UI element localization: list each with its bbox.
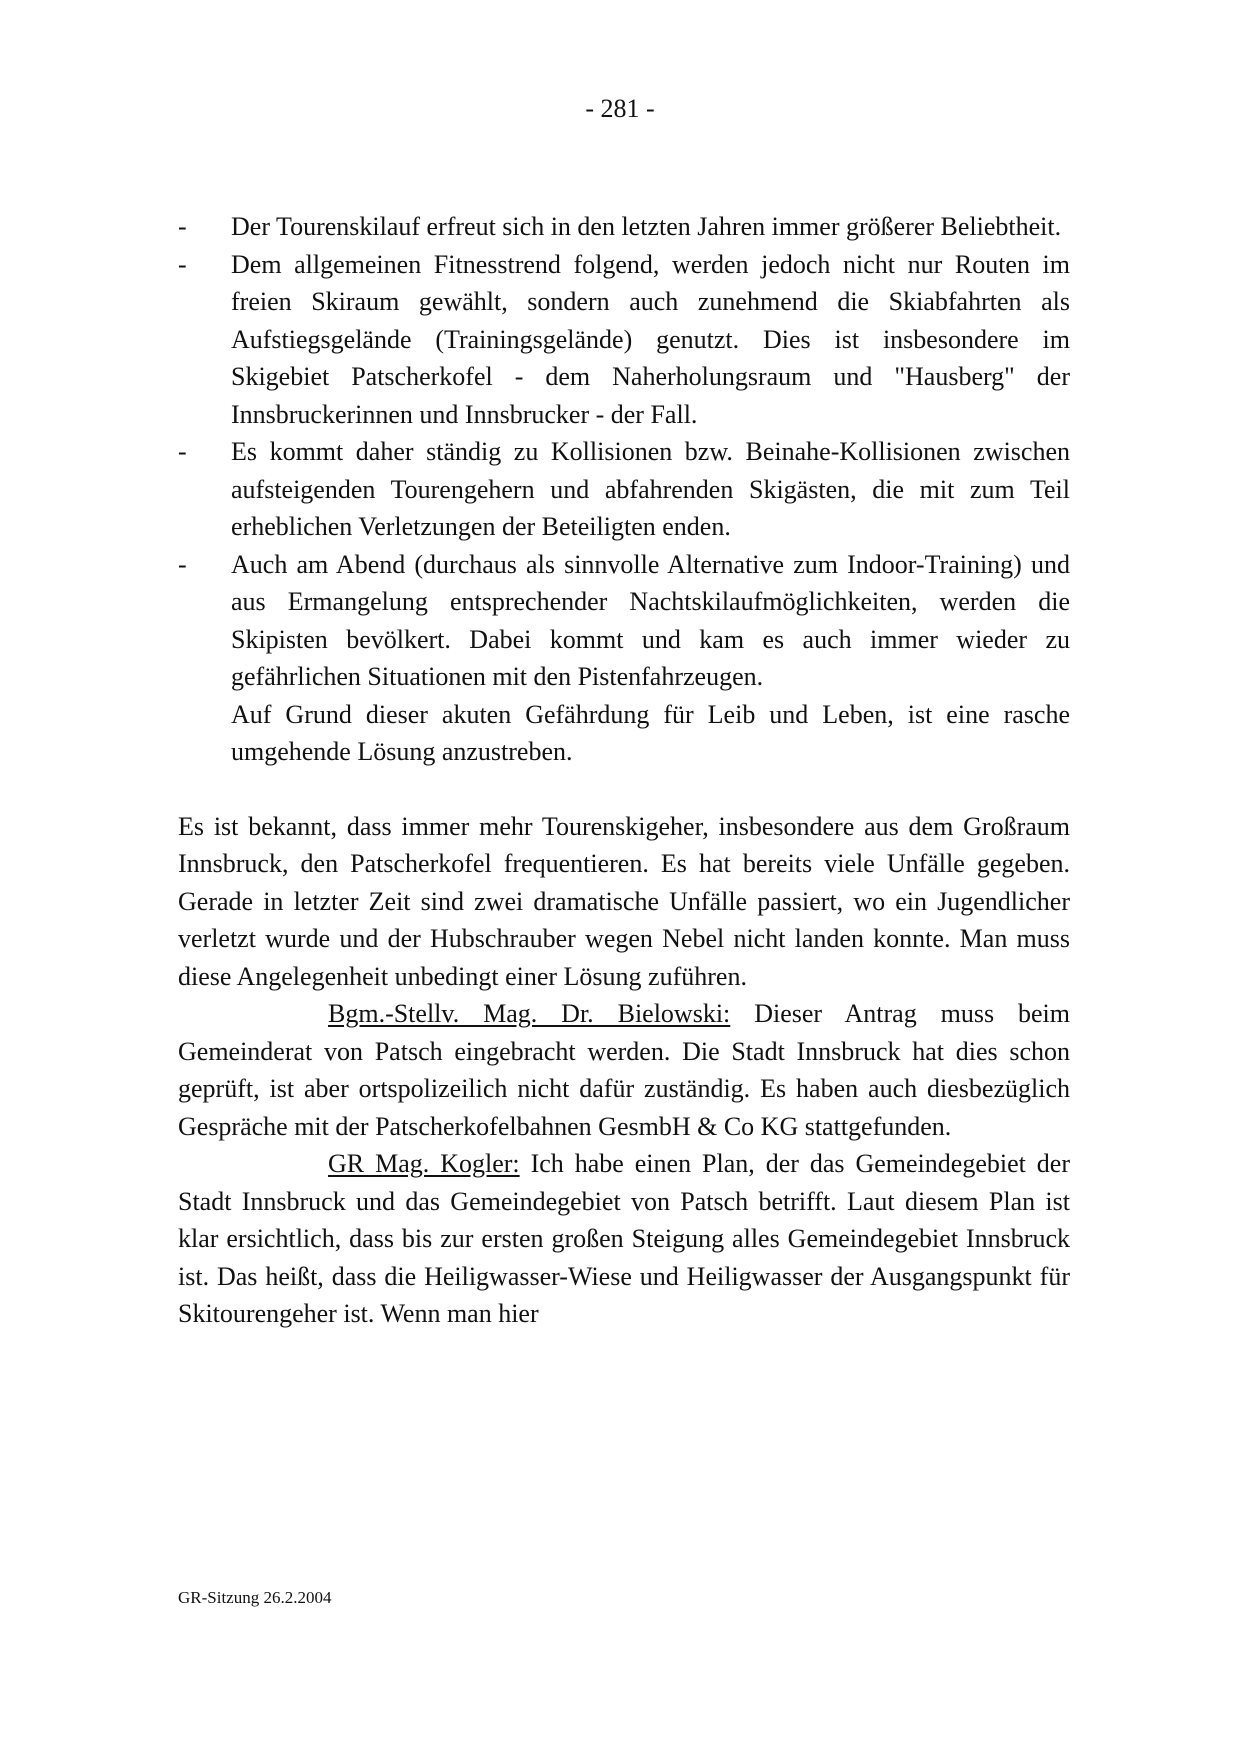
bullet-dash: - (178, 549, 187, 579)
speech-bielowski (178, 995, 1070, 1145)
bullet-list (178, 208, 1070, 696)
bullet-text: Dem allgemeinen Fitnesstrend folgend, werden jedoch nicht nur Routen im freien Skiraum gewählt, sondern auch zunehmend die Skiabfahrten als Aufstiegsgelände (Trainingsgelände) genutzt. Dies ist insbesondere im Skigebiet Patscherkofel - dem Naherholungsraum und "Hausberg" der Innsbruckerinnen und Innsbrucker - der Fall. (231, 249, 1070, 429)
bullet-text: Auch am Abend (durchaus als sinnvolle Alternative zum Indoor-Training) und aus Ermangelung entsprechender Nachtskilaufmöglichkeiten, werden die Skipisten bevölkert. Dabei kommt und kam es auch immer wieder zu gefährlichen Situationen mit den Pistenfahrzeugen. (231, 549, 1070, 691)
bullet-dash: - (178, 249, 187, 279)
bullet-item (178, 246, 1070, 434)
page-number: - 281 - (585, 94, 655, 123)
speech-text: Dieser Antrag muss beim Gemeinderat von Patsch eingebracht werden. Die Stadt Innsbruck hat dies schon geprüft, ist aber ortspolizeilich nicht dafür zuständig. Es haben auch diesbezüglich Gespräche mit der Patscherkofelbahnen GesmbH & Co KG stattgefunden. (178, 999, 1070, 1141)
bullet-dash: - (178, 212, 187, 241)
bullet-item (178, 208, 1070, 246)
paragraph-intro: Es ist bekannt, dass immer mehr Tourenskigeher, insbesondere aus dem Großraum Innsbruck, den Patscherkofel frequentieren. Es hat bereits viele Unfälle gegeben. Gerade in letzter Zeit sind zwei dramatische Unfälle passiert, wo ein Jugendlicher verletzt wurde und der Hubschrauber wegen Nebel nicht landen konnte. Man muss diese Angelegenheit unbedingt einer Lösung zuführen. (178, 811, 1070, 991)
speaker-name: Bgm.-Stellv. Mag. Dr. Bielowski: (328, 999, 731, 1028)
document-body (178, 208, 1070, 1333)
speaker-name: GR Mag. Kogler: (328, 1149, 520, 1178)
bullet-text: Der Tourenskilauf erfreut sich in den letzten Jahren immer größerer Beliebtheit. (231, 212, 1062, 241)
bullet-item (178, 433, 1070, 546)
bullet-item (178, 546, 1070, 696)
bullet-note: Auf Grund dieser akuten Gefährdung für Leib und Leben, ist eine rasche umgehende Lösung anzustreben. (231, 699, 1070, 766)
speech-kogler (178, 1145, 1070, 1333)
speech-text: Ich habe einen Plan, der das Gemeindegebiet der Stadt Innsbruck und das Gemeindegebiet von Patsch betrifft. Laut diesem Plan ist klar ersichtlich, dass bis zur ersten großen Steigung alles Gemeindegebiet Innsbruck ist. Das heißt, dass die Heiligwasser-Wiese und Heiligwasser der Ausgangspunkt für Skitourengeher ist. Wenn man hier (178, 1149, 1071, 1328)
bullet-text: Es kommt daher ständig zu Kollisionen bzw. Beinahe-Kollisionen zwischen aufsteigenden Tourengehern und abfahrenden Skigästen, die mit zum Teil erheblichen Verletzungen der Beteiligten enden. (231, 437, 1070, 541)
footer-session-label: GR-Sitzung 26.2.2004 (178, 1588, 332, 1607)
bullet-dash: - (178, 437, 187, 466)
